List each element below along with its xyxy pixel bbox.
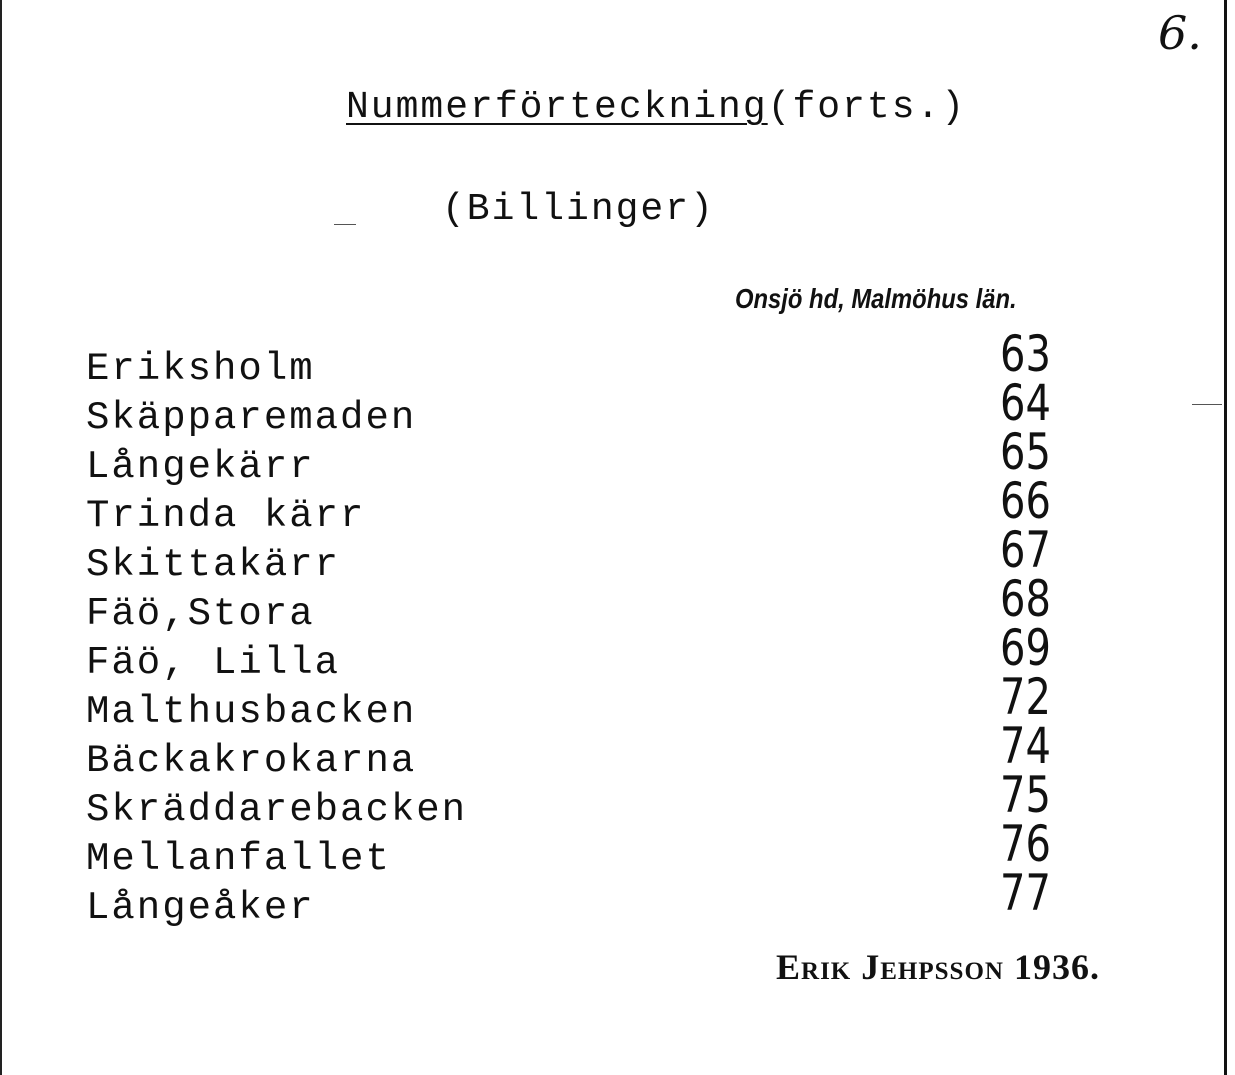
place-name-list xyxy=(86,345,467,933)
list-item-number: 65 xyxy=(1000,423,1051,481)
list-item: Mellanfallet xyxy=(86,837,391,881)
list-item: Fäö,Stora xyxy=(86,592,315,636)
place-number-list xyxy=(1000,325,1064,922)
list-item: Skräddarebacken xyxy=(86,788,468,832)
list-item-number: 63 xyxy=(1000,325,1051,383)
title-suffix: (forts.) xyxy=(767,86,967,129)
district-heading: Onsjö hd, Malmöhus län. xyxy=(735,283,1017,314)
title-main: Nummerförteckning xyxy=(346,86,768,129)
list-item: Eriksholm xyxy=(86,347,315,391)
list-item-number: 76 xyxy=(1000,815,1051,873)
right-edge-line xyxy=(1224,0,1227,1075)
list-item-number: 74 xyxy=(1000,717,1051,775)
list-item: Fäö, Lilla xyxy=(86,641,341,685)
subtitle: (Billinger) xyxy=(442,188,715,231)
list-item-number: 69 xyxy=(1000,619,1051,677)
list-item: Skäpparemaden xyxy=(86,396,417,440)
list-item: Bäckakrokarna xyxy=(86,739,417,783)
list-item: Malthusbacken xyxy=(86,690,417,734)
scan-speck xyxy=(334,224,356,225)
page-title xyxy=(346,86,966,129)
list-item-number: 66 xyxy=(1000,472,1051,530)
list-item-number: 64 xyxy=(1000,374,1051,432)
list-item: Långekärr xyxy=(86,445,315,489)
signature-line: Erik Jehpsson 1936. xyxy=(776,947,1100,987)
page-number: 6. xyxy=(1158,6,1202,60)
left-edge-line xyxy=(0,0,2,1075)
scan-speck xyxy=(1192,404,1222,405)
list-item-number: 67 xyxy=(1000,521,1051,579)
list-item: Skittakärr xyxy=(86,543,341,587)
list-item-number: 72 xyxy=(1000,668,1051,726)
list-item-number: 68 xyxy=(1000,570,1051,628)
list-item: Trinda kärr xyxy=(86,494,366,538)
list-item-number: 75 xyxy=(1000,766,1051,824)
list-item-number: 77 xyxy=(1000,864,1051,922)
list-item: Långeåker xyxy=(86,886,315,930)
